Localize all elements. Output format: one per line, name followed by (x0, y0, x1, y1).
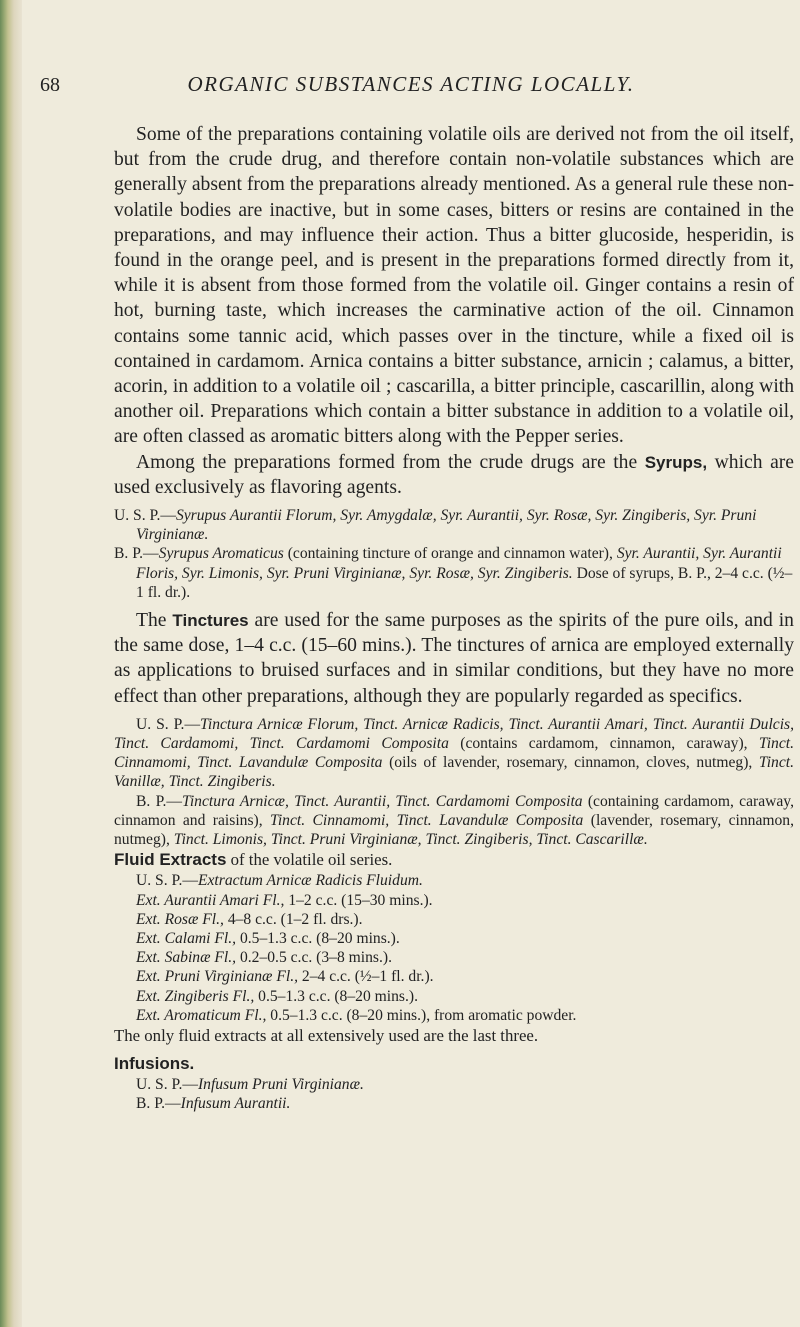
infusions-line (114, 1053, 794, 1075)
extract-name: Ext. Rosæ Fl., (136, 910, 224, 928)
tinctures-usp-items-a: Tinctura Arnicæ Florum, Tinct. Arnicæ Radicis, Tinct. Aurantii Amari, Tinct. Aurantii Dulcis, Tinct. Cardamomi, Tinct. Cardamomi Composita (114, 715, 794, 753)
infusions-usp (114, 1075, 794, 1094)
bp-label: B. P.— (114, 545, 159, 563)
extract-name: Ext. Zingiberis Fl., (136, 987, 255, 1005)
extract-dose: 1–2 c.c. (15–30 mins.). (284, 891, 433, 909)
tinctures-heading: Tinctures (172, 611, 249, 631)
tinctures-usp-list (114, 715, 794, 792)
syrups-bp-items: Syr. Aurantii, Syr. Aurantii Floris, Syr. Limonis, Syr. Pruni Virginianæ, Syr. Rosæ, Syr. Zingiberis. (136, 545, 782, 582)
extract-dose: 0.5–1.3 c.c. (8–20 mins.). (254, 987, 418, 1005)
tinctures-usp-items-c: Tinct. Vanillæ, Tinct. Zingiberis. (114, 754, 794, 791)
syrups-dose: Dose of syrups, B. P., 2–4 c.c. (½–1 fl. dr.). (136, 564, 793, 601)
page-gutter-edge (0, 0, 22, 1327)
infusions-heading: Infusions. (114, 1053, 195, 1073)
tinctures-usp-items-b: Tinct. Cinnamomi, Tinct. Lavandulæ Composita (114, 735, 794, 772)
fluid-extract-item (114, 987, 794, 1006)
fluid-extracts-list (114, 891, 794, 1025)
intro-paragraph: Some of the preparations containing volatile oils are derived not from the oil itself, but from the crude drug, and therefore contain non-volatile substances which are generally absent from the preparations already mentioned. As a general rule these non-volatile bodies are inactive, but in some cases, bitters or resins are contained in the preparations, and may influence their action. Thus a bitter glucoside, hesperidin, is found in the orange peel, and is present in the preparations formed directly from it, while it is absent from those formed from the volatile oil. Ginger contains a resin of hot, burning taste, which increases the carminative action of the oil. Cinnamon contains some tannic acid, which passes over in the tincture, while a fixed oil is contained in cardamom. Arnica contains a bitter substance, arnicin ; calamus, a bitter, acorin, in addition to a volatile oil ; cascarilla, a bitter principle, cascarillin, along with another oil. Preparations which contain a bitter substance in addition to a volatile oil, are often classed as aromatic bitters along with the Pepper series. (114, 124, 794, 448)
syrups-text-a: Among the preparations formed from the crude drugs are the (136, 451, 645, 473)
fluid-extracts-text: of the volatile oil series. (226, 850, 393, 870)
tinctures-bp-note-b: (lavender, rosemary, cinnamon, nutmeg), (114, 811, 794, 849)
usp-label: U. S. P.— (136, 715, 201, 733)
running-title: ORGANIC SUBSTANCES ACTING LOCALLY. (187, 72, 635, 96)
bp-label: B. P.— (136, 1095, 181, 1113)
fluid-extract-item (114, 1006, 794, 1025)
usp-label: U. S. P.— (136, 1075, 198, 1093)
syrups-usp-list (114, 506, 794, 544)
extract-name: Ext. Sabinæ Fl., (136, 949, 237, 967)
tinctures-bp-items-c: Tinct. Limonis, Tinct. Pruni Virginianæ, Tinct. Zingiberis, Tinct. Cascarillæ. (173, 831, 648, 849)
syrups-usp-items: Syrupus Aurantii Florum, Syr. Amygdalæ, Syr. Aurantii, Syr. Rosæ, Syr. Zingiberis, Syr. Pruni Virginianæ. (136, 507, 757, 544)
tinctures-paragraph (114, 608, 794, 709)
extract-dose: 0.2–0.5 c.c. (3–8 mins.). (236, 949, 392, 967)
usp-label: U. S. P.— (114, 507, 176, 525)
book-page (22, 0, 800, 1327)
tinctures-bp-note-a: (containing cardamom, caraway, cinnamon and raisins), (114, 792, 794, 829)
extract-dose: 2–4 c.c. (½–1 fl. dr.). (298, 968, 434, 986)
extract-dose: 0.5–1.3 c.c. (8–20 mins.), from aromatic powder. (266, 1006, 577, 1024)
fluid-extract-item (114, 891, 794, 910)
extract-name: Ext. Pruni Virginianæ Fl., (136, 968, 298, 986)
tinctures-usp-note-b: (oils of lavender, rosemary, cinnamon, cloves, nutmeg), (382, 754, 759, 772)
extract-name: Ext. Calami Fl., (136, 929, 237, 947)
fluid-extracts-heading: Fluid Extracts (114, 850, 227, 870)
page-number: 68 (40, 74, 60, 96)
tinctures-bp-list (114, 792, 794, 850)
extract-name: Ext. Aromaticum Fl., (136, 1006, 267, 1024)
running-head (22, 70, 800, 100)
fluid-extracts-usp (114, 871, 794, 890)
fluid-extract-item (114, 929, 794, 948)
fluid-extracts-usp-title: Extractum Arnicæ Radicis Fluidum. (197, 872, 423, 890)
infusions-bp (114, 1094, 794, 1113)
infusions-bp-title: Infusum Aurantii. (180, 1095, 291, 1113)
infusions-usp-title: Infusum Pruni Virginianæ. (197, 1075, 364, 1093)
syrups-heading: Syrups, (644, 452, 708, 472)
usp-label: U. S. P.— (136, 872, 198, 890)
syrups-bp-list (114, 544, 794, 602)
syrups-paragraph (114, 450, 794, 500)
extract-name: Ext. Aurantii Amari Fl., (136, 891, 285, 909)
tinctures-text-b: are used for the same purposes as the spirits of the pure oils, and in the same dose, 1–4 c.c. (15–60 mins.). The tinctures of arnica are employed externally as applications to bruised surfaces and in similar conditions, but they have no more effect than other preparations, although they are popularly regarded as specifics. (114, 610, 794, 707)
body-text (114, 122, 794, 1113)
tinctures-text-a: The (136, 610, 173, 632)
fluid-extracts-closing: The only fluid extracts at all extensively used are the last three. (114, 1025, 539, 1045)
tinctures-usp-note-a: (contains cardamom, cinnamon, caraway), (448, 735, 759, 753)
fluid-extract-item (114, 948, 794, 967)
tinctures-bp-items-a: Tinctura Arnicæ, Tinct. Aurantii, Tinct. Cardamomi Composita (182, 792, 583, 810)
tinctures-bp-items-b: Tinct. Cinnamomi, Tinct. Lavandulæ Composita (270, 811, 584, 829)
fluid-extract-item (114, 967, 794, 986)
fluid-extracts-line (114, 849, 794, 871)
fluid-extract-item (114, 910, 794, 929)
syrups-text-b: which are used exclusively as flavoring agents. (114, 451, 794, 498)
bp-label: B. P.— (136, 792, 183, 810)
syrups-bp-note: (containing tincture of orange and cinnamon water), (283, 545, 617, 563)
extract-dose: 4–8 c.c. (1–2 fl. drs.). (223, 910, 363, 928)
extract-dose: 0.5–1.3 c.c. (8–20 mins.). (236, 929, 400, 947)
syrups-bp-aromaticus: Syrupus Aromaticus (158, 545, 284, 563)
